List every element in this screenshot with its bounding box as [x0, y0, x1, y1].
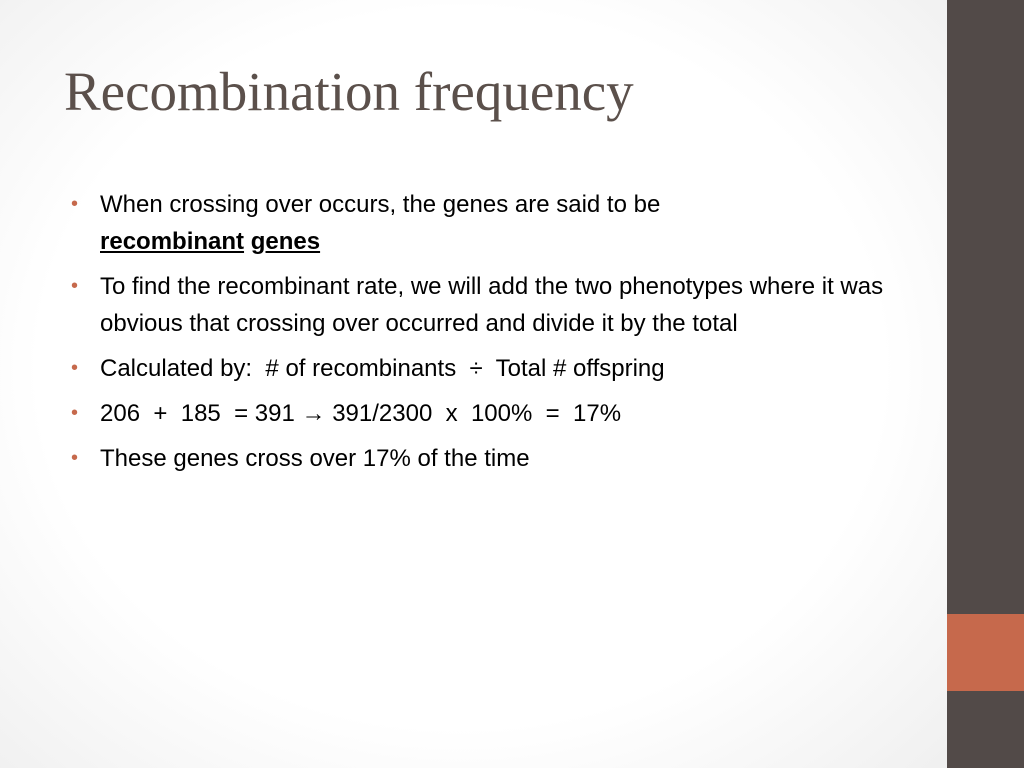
bullet-icon: • [71, 402, 79, 424]
bullet-item-calculation [71, 350, 891, 387]
bullet-item-worked-example [71, 395, 891, 432]
bullet-icon: • [71, 447, 79, 469]
side-accent-block [947, 614, 1024, 691]
slide-title: Recombination frequency [64, 61, 634, 122]
bullet-icon: • [71, 275, 79, 297]
bullet-item-recombinant-rate [71, 268, 891, 342]
term-recombinant: recombinant [100, 228, 245, 255]
bullet-item-conclusion [71, 440, 891, 477]
bullet-item-crossing-over [71, 186, 891, 260]
bullet-text: To find the recombinant rate, we will add the two phenotypes where it was obvious that crossing over occurred and divide it by the total [100, 273, 884, 337]
equation-percent: 391/2300 x 100% = 17% [332, 400, 622, 427]
term-genes: genes [250, 228, 321, 255]
equation-sum: 206 + 185 = 391 [100, 400, 295, 427]
bullet-icon: • [71, 357, 79, 379]
bullet-text: When crossing over occurs, the genes are said to be [100, 191, 661, 218]
bullet-icon: • [71, 193, 79, 215]
bullet-text: These genes cross over 17% of the time [100, 445, 530, 472]
arrow-right-icon: → [301, 400, 326, 427]
bullet-list [71, 186, 891, 485]
bullet-text: Calculated by: # of recombinants ÷ Total # offspring [100, 355, 665, 382]
